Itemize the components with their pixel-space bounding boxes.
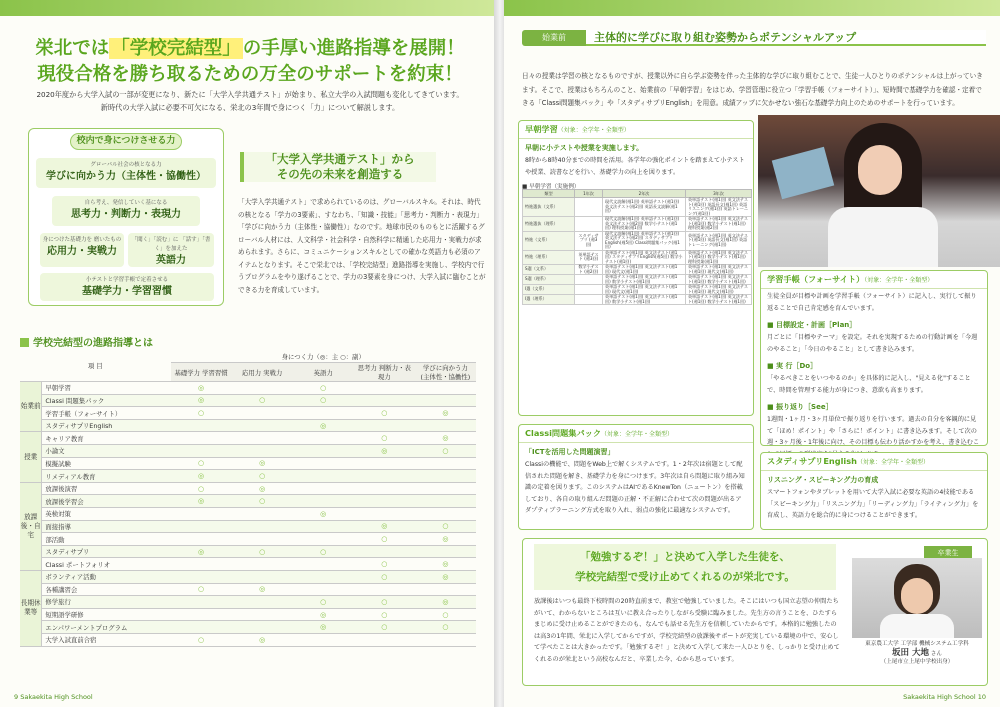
- row-item-label: 大学入試直前合宿: [42, 633, 171, 646]
- row-item-label: 部活動: [42, 533, 171, 546]
- table-row: [523, 231, 752, 250]
- row-item-label: スタディサプリEnglish: [42, 419, 171, 432]
- mark-cell: [354, 482, 415, 495]
- mark-cell: ◎: [293, 608, 354, 621]
- supuri-box: [760, 452, 988, 530]
- ability-item: 身につけた基礎力を 磨いたもの 応用力・実戦力: [40, 233, 124, 267]
- supuri-text: スマートフォンやタブレットを用いて大学入試に必要な英語の4技能である「スピーキング力」「リスニング力」「リーディング力」「ライティング力」を育成し、英語力を総合的に身につけることができます。: [767, 489, 979, 519]
- mark-cell: ◎: [293, 419, 354, 432]
- table-row: [20, 596, 476, 609]
- mark-cell: [232, 621, 293, 634]
- table-row: [20, 470, 476, 483]
- mark-cell: [232, 596, 293, 609]
- diary-text: 生徒全員が目標や計画を学習手帳（フォーサイト）に記入し、実行して振り返ることで自己肯定感を育んでいます。: [767, 293, 977, 312]
- table-cell: 英単語テスト(週1回) 英文法テスト(週1回) 現代文(週1回): [685, 285, 751, 295]
- table-row: [20, 457, 476, 470]
- mark-cell: [232, 520, 293, 533]
- headline-highlight: 「学校完結型」: [111, 38, 241, 59]
- mark-cell: ◎: [354, 445, 415, 458]
- mark-cell: [354, 583, 415, 596]
- student-face: [858, 145, 902, 195]
- early-study-text: 8時から8時40分までの時間を活用。各学年の強化ポイントを踏まえて小テストや授業、読書などを行い、基礎学力の向上を図ります。: [525, 157, 745, 176]
- mark-cell: [415, 482, 476, 495]
- mark-cell: [171, 419, 232, 432]
- row-item-label: スタディサプリ: [42, 545, 171, 558]
- diary-step-text: 月ごとに「目標やテーマ」を設定。それを実現するための行動計画を「今週のやること」「今日のやること」として書き込みます。: [767, 334, 978, 353]
- mark-cell: [354, 545, 415, 558]
- mark-cell: ◎: [232, 482, 293, 495]
- mark-cell: [354, 419, 415, 432]
- mark-cell: [354, 633, 415, 646]
- right-intro-text: 日々の授業は学習の核となるものですが、授業以外に自ら学ぶ姿勢を伴った主体的な学びに取り組むことで、生徒一人ひとりのポテンシャルは上がっていきます。そこで、授業はもちろんのこと、始業前の「早朝学習」をはじめ、学習管理に役立つ「学習手帳（フォーサイト）」、短時間で基礎学力を確認・定着できる「Classi問題集パック」や「スタディサプリEnglish」を用意。成績アップに欠かせない強石な基礎学力向上のためのサポートを行っています。: [522, 72, 983, 107]
- col-header: 基礎学力 学習習慣: [171, 363, 232, 382]
- early-study-title: 早朝学習（対象：全学年・全類型）: [519, 121, 753, 139]
- table-cell: S選（文系）: [523, 265, 575, 275]
- table-cell: 英単語テスト(週1回) 英文法テスト(週1回) 現代文(週1回): [603, 285, 686, 295]
- graduate-text: 放課後はいつも最終下校時間の20時直前まで、教室で勉強していました。そこにはいつも国立志望の仲間たちがいて、わからないところは互いに教え合ったりしながら受験に臨みました。先生方の言うことを、ひたすらまじめに受け止めることができたのも、なんでも話せる先生方を信頼していたからです。本格的に勉強したのは高3の1年間、栄北に入学してからですが、学校完結型の放課後サポートが充実している環境の中で、安心して学べたことは大きかったです。「勉強するぞ！」と決めて入学して来た一人ひとりを、しっかりと受け止めてくれるのが栄北という高校なんだと、卒業した今、心から思っています。: [534, 598, 840, 663]
- row-item-label: 英検対策: [42, 508, 171, 521]
- mark-cell: ◎: [415, 558, 476, 571]
- mark-cell: ◎: [232, 583, 293, 596]
- classi-sub: 「ICTを活用した問題演習」: [525, 448, 615, 456]
- table-cell: 英単語テスト(週1回) 英文法テスト(週1回) 英語長文(週1回) 英語リスニング(週1回) 英語トレーニング(週1回): [685, 198, 751, 217]
- mark-cell: ◎: [354, 520, 415, 533]
- table-cell: 特進（文系）: [523, 231, 575, 250]
- table-row: [523, 275, 752, 285]
- mark-cell: ○: [293, 382, 354, 395]
- mark-cell: ○: [354, 571, 415, 584]
- mark-cell: ◎: [415, 407, 476, 420]
- table-row: [523, 295, 752, 305]
- mark-cell: ○: [171, 407, 232, 420]
- table-row: [20, 432, 476, 445]
- mark-cell: [415, 419, 476, 432]
- table-cell: 英単語テスト(週1回) 英文法テスト(週1回) 現代文(週1回): [603, 265, 686, 275]
- table-row: [523, 250, 752, 265]
- table-row: [523, 198, 752, 217]
- ability-item: 「聞く」「読む」に 「話す」「書く」を加えた 英語力: [128, 233, 214, 267]
- col-header: 2年次: [603, 190, 686, 198]
- table-row: [523, 285, 752, 295]
- col-header-group: 身につく力（◎：主 ○：副）: [171, 350, 476, 363]
- diary-step-heading: ■ 目標設定・計画［Plan］: [767, 321, 857, 329]
- row-item-label: 放課後学習会: [42, 495, 171, 508]
- mark-cell: [415, 495, 476, 508]
- table-row: [20, 520, 476, 533]
- mark-cell: [293, 495, 354, 508]
- table-cell: 特進選抜（文系）: [523, 198, 575, 217]
- table-cell: 英単語テスト (週3回): [575, 250, 603, 265]
- mark-cell: ◎: [232, 457, 293, 470]
- mark-cell: ◎: [171, 394, 232, 407]
- table-cell: 英単語テスト(週1回) 英文法テスト(週1回) 数学小テスト(週1回): [685, 275, 751, 285]
- mark-cell: ○: [232, 545, 293, 558]
- mark-cell: ◎: [293, 508, 354, 521]
- mark-cell: ○: [415, 445, 476, 458]
- mark-cell: ○: [232, 495, 293, 508]
- mark-cell: [171, 558, 232, 571]
- diary-step-heading: ■ 実 行［Do］: [767, 362, 818, 370]
- graduate-shirt: [880, 614, 954, 638]
- row-group-label: 放課後・自宅: [20, 482, 42, 570]
- diary-step-heading: ■ 振り返り［See］: [767, 403, 833, 411]
- mark-cell: ○: [293, 394, 354, 407]
- table-row: [20, 571, 476, 584]
- intro-text: 2020年度から大学入試の一部が変更になり、新たに「大学入学共通テスト」が始まり、私立大学の入試問題も変化してきています。 新時代の大学入試に必要不可欠になる、栄北の3年間で身につく「力」について解説します。: [36, 90, 464, 112]
- table-row: [523, 265, 752, 275]
- table-row: [20, 545, 476, 558]
- table-cell: [575, 217, 603, 232]
- table-header-row: [20, 350, 476, 363]
- ability-item: 自ら考え、発信していく基になる 思考力・判断力・表現力: [52, 196, 200, 226]
- mark-cell: ○: [354, 533, 415, 546]
- guidance-table: [20, 350, 476, 647]
- mark-cell: [293, 432, 354, 445]
- supuri-title: スタディサプリEnglish（対象：全学年・全類型）: [761, 453, 987, 471]
- table-cell: [575, 295, 603, 305]
- table-row: [20, 621, 476, 634]
- table-row: [20, 407, 476, 420]
- right-page: [504, 0, 1000, 707]
- mark-cell: [171, 520, 232, 533]
- mark-cell: ◎: [171, 545, 232, 558]
- mark-cell: [415, 633, 476, 646]
- mark-cell: [293, 520, 354, 533]
- row-group-label: 授業: [20, 432, 42, 482]
- table-cell: S選（理系）: [523, 275, 575, 285]
- table-row: [20, 445, 476, 458]
- mark-cell: ◎: [171, 495, 232, 508]
- table-cell: 英単語テスト(週1回) 英文法テスト(週1回) スタディサプリEnglish(週5回) 数学小テスト(週1回): [603, 250, 686, 265]
- mark-cell: ○: [354, 432, 415, 445]
- table-cell: 英単語テスト(週1回) 英文法テスト(週1回) 数学小テスト(週1回) 理科授業(週1回): [685, 250, 751, 265]
- mark-cell: [232, 432, 293, 445]
- row-item-label: 短期語学研修: [42, 608, 171, 621]
- col-header-item: 項 目: [20, 350, 171, 382]
- student-uniform: [828, 207, 938, 267]
- col-header: 1年次: [575, 190, 603, 198]
- col-header: 応用力 実戦力: [232, 363, 293, 382]
- mark-cell: [171, 608, 232, 621]
- graduate-tag: 卒業生: [924, 546, 972, 560]
- mark-cell: [232, 558, 293, 571]
- mark-cell: [232, 445, 293, 458]
- mark-cell: ○: [232, 470, 293, 483]
- top-bar: [0, 0, 496, 16]
- mark-cell: [293, 407, 354, 420]
- mark-cell: [415, 457, 476, 470]
- classi-box: [518, 424, 754, 530]
- table-cell: スタディサプリ (週3回): [575, 231, 603, 250]
- section-title-exam: 「大学入学共通テスト」から その先の未来を創造する: [240, 152, 436, 182]
- mark-cell: [232, 571, 293, 584]
- mark-cell: [293, 571, 354, 584]
- table-cell: 特進選抜（理系）: [523, 217, 575, 232]
- table-row: [20, 394, 476, 407]
- mark-cell: [171, 445, 232, 458]
- early-table-title: ■ 早朝学習（実施例）: [522, 184, 580, 190]
- mark-cell: [354, 470, 415, 483]
- diary-title: 学習手帳（フォーサイト）（対象：全学年・全類型）: [761, 271, 987, 289]
- mark-cell: [232, 407, 293, 420]
- row-item-label: 各種講習会: [42, 583, 171, 596]
- mark-cell: ○: [171, 457, 232, 470]
- table-row: [523, 217, 752, 232]
- row-item-label: 面接指導: [42, 520, 171, 533]
- table-cell: 数学小テスト (週2回): [575, 265, 603, 275]
- table-cell: 特進（理系）: [523, 250, 575, 265]
- table-row: [20, 508, 476, 521]
- table-cell: I選（理系）: [523, 295, 575, 305]
- mark-cell: ○: [415, 621, 476, 634]
- table-cell: 現代文読解(週1回) 英単語テスト(週1回) 英文法テスト(週2回) 英語長文読解(週1回): [603, 198, 686, 217]
- mark-cell: [171, 432, 232, 445]
- row-group-label: 始業前: [20, 382, 42, 432]
- mark-cell: [415, 382, 476, 395]
- mark-cell: ◎: [171, 470, 232, 483]
- table-row: [20, 583, 476, 596]
- diary-step-text: 1週間・1ヶ月・3ヶ月単位で振り返りを行います。過去の自分を客観的に見て「ほめ！ポイント」や「さらに！ポイント」に書き込みます。そして次の週・3ヶ月後・1年後に向け、その目標も伝わり活かすかを考え、書き込むこ: [767, 416, 980, 446]
- mark-cell: ○: [171, 633, 232, 646]
- table-row: [20, 482, 476, 495]
- table-cell: [575, 275, 603, 285]
- mark-cell: [293, 470, 354, 483]
- mark-cell: ○: [171, 482, 232, 495]
- mark-cell: [293, 457, 354, 470]
- col-header: 学びに向かう力 (主体性・協働性): [415, 363, 476, 382]
- graduate-caption: 東京農工大学 工学部 機械システム工学科 坂田 大地 さん （上尾市立上尾中学校出身）: [865, 641, 969, 665]
- row-item-label: 学習手帳（フォーサイト）: [42, 407, 171, 420]
- mark-cell: ○: [232, 394, 293, 407]
- mark-cell: ○: [293, 545, 354, 558]
- table-cell: 英単語テスト(週1回) 英文法テスト(週1回) 数学小テスト(週1回) 理科授業(週2回): [685, 217, 751, 232]
- mark-cell: [232, 533, 293, 546]
- early-study-sub: 早朝に小テストや授業を実施します。: [525, 144, 644, 152]
- book-shape: [772, 147, 835, 200]
- mark-cell: ○: [293, 596, 354, 609]
- row-item-label: エンパワーメントプログラム: [42, 621, 171, 634]
- mark-cell: ○: [171, 583, 232, 596]
- section-tag: 始業前: [522, 30, 586, 46]
- mark-cell: ○: [354, 596, 415, 609]
- diary-box: [760, 270, 988, 446]
- mark-cell: [293, 583, 354, 596]
- mark-cell: [171, 596, 232, 609]
- mark-cell: [171, 533, 232, 546]
- mark-cell: ◎: [171, 382, 232, 395]
- mark-cell: ○: [354, 558, 415, 571]
- table-cell: 英単語テスト(週1回) 英文法テスト(週1回) 現代文(週1回): [685, 265, 751, 275]
- col-header: 思考力 判断力・表現力: [354, 363, 415, 382]
- student-reading-photo: [758, 115, 1000, 267]
- col-header: 類型: [523, 190, 575, 198]
- mark-cell: [293, 482, 354, 495]
- top-bar: [504, 0, 1000, 16]
- table-cell: 英単語テスト(週1回) 英文法テスト(週1回) 数学小テスト(週1回): [603, 275, 686, 285]
- page-headline: 栄北では 「学校完結型」 の手厚い進路指導を展開！ 現役合格を勝ち取るための万全のサポートを約束！: [35, 38, 465, 85]
- ability-item: グローバル社会の核となる力 学びに向かう力（主体性・協働性）: [36, 158, 216, 188]
- row-item-label: 小論文: [42, 445, 171, 458]
- mark-cell: [354, 382, 415, 395]
- table-row: [20, 558, 476, 571]
- table-cell: 英単語テスト(週1回) 英文法テスト(週1回) 数学小テスト(週1回): [685, 295, 751, 305]
- ability-item: 小テストと学習手帳で定着させる 基礎学力・学習習慣: [40, 273, 214, 301]
- classi-title: Classi問題集パック（対象：全学年・全類型）: [519, 425, 753, 443]
- page-number: 9 Sakaekita High School: [14, 693, 93, 701]
- mark-cell: [171, 508, 232, 521]
- table-row: [20, 533, 476, 546]
- table-row: [20, 419, 476, 432]
- mark-cell: [354, 508, 415, 521]
- mark-cell: [354, 394, 415, 407]
- mark-cell: ○: [415, 608, 476, 621]
- graduate-headline: 「勉強するぞ！」と決めて入学した生徒を、 学校完結型で受け止めてくれるのが栄北です。: [534, 544, 836, 590]
- mark-cell: [415, 545, 476, 558]
- row-item-label: 模擬試験: [42, 457, 171, 470]
- left-page: [0, 0, 496, 707]
- col-header: 3年次: [685, 190, 751, 198]
- mark-cell: ◎: [415, 533, 476, 546]
- diary-step-text: 「やるべきことをいつやるのか」を具体的に記入し、"見える化"することで、時間を管理する能力が身につき、意欲も高まります。: [767, 375, 971, 394]
- table-cell: 英単語テスト(週1回) 英文法テスト(週1回) 英語長文(週1回) 英語トレーニング(週1回): [685, 231, 751, 250]
- mark-cell: ○: [354, 407, 415, 420]
- mark-cell: [415, 394, 476, 407]
- guidance-section-title: 学校完結型の進路指導とは: [20, 334, 153, 349]
- mark-cell: [171, 571, 232, 584]
- row-item-label: リメディアル教育: [42, 470, 171, 483]
- row-item-label: キャリア教育: [42, 432, 171, 445]
- mark-cell: ◎: [415, 596, 476, 609]
- col-header: 英語力: [293, 363, 354, 382]
- table-cell: I選（文系）: [523, 285, 575, 295]
- page-number: Sakaekita High School 10: [903, 693, 986, 701]
- right-page-title: 主体的に学びに取り組む姿勢からポテンシャルアップ: [586, 30, 986, 46]
- row-item-label: 修学旅行: [42, 596, 171, 609]
- row-item-label: Classi 問題集パック: [42, 394, 171, 407]
- mark-cell: [293, 445, 354, 458]
- mark-cell: [415, 508, 476, 521]
- mark-cell: [415, 583, 476, 596]
- early-study-table: [522, 189, 752, 305]
- mark-cell: ◎: [415, 571, 476, 584]
- mark-cell: ○: [354, 621, 415, 634]
- table-cell: 現代文読解(週1回) 英単語テスト(週1回) 英文法テスト(週2回) 数学小テスト(週1回) 理科授業(週1回): [603, 217, 686, 232]
- mark-cell: [232, 508, 293, 521]
- graduate-photo: [852, 558, 982, 638]
- classi-text: Classiの機能で、問題をWeb上で解くシステムです。1・2年次は宿題として配信された問題を解き、基礎学力を身につけます。3年次は自ら問題に取り組み知識の定着を図ります。このシステムはAIであるKnewTon（ニュートン）を搭載しており、各自の取り組んだ問題の正解・不正解に合わせて次の問題が出るアダプティブラーニング方式を取り入れ、弱点の強化に最適なシステムです。: [525, 461, 745, 514]
- table-row: [20, 633, 476, 646]
- row-group-label: 長期休業等: [20, 571, 42, 647]
- supuri-sub: リスニング・スピーキング力の育成: [767, 476, 879, 484]
- row-item-label: 早朝学習: [42, 382, 171, 395]
- row-item-label: Classi ポートフォリオ: [42, 558, 171, 571]
- row-item-label: 放課後演習: [42, 482, 171, 495]
- table-cell: 英単語テスト(週1回) 英文法テスト(週1回) 数学小テスト(週1回): [603, 295, 686, 305]
- mark-cell: [232, 419, 293, 432]
- row-item-label: ボランティア活動: [42, 571, 171, 584]
- mark-cell: [232, 608, 293, 621]
- mark-cell: [232, 382, 293, 395]
- mark-cell: [415, 470, 476, 483]
- abilities-title: 校内で身につけさせる力: [70, 133, 182, 150]
- mark-cell: [293, 633, 354, 646]
- table-cell: [575, 285, 603, 295]
- table-cell: 現代文読解(週1回) 英単語テスト(週1回) 英文法テスト(週2回) スタディサプリEnglish(週5回) Classi問題集パック(週1回): [603, 231, 686, 250]
- graduate-face: [901, 578, 933, 614]
- table-row: [20, 608, 476, 621]
- mark-cell: [354, 457, 415, 470]
- mark-cell: [293, 558, 354, 571]
- mark-cell: [171, 621, 232, 634]
- table-row: [20, 495, 476, 508]
- mark-cell: ◎: [293, 621, 354, 634]
- mark-cell: ◎: [415, 432, 476, 445]
- table-cell: [575, 198, 603, 217]
- table-row: [20, 382, 476, 395]
- mark-cell: [293, 533, 354, 546]
- mark-cell: [354, 495, 415, 508]
- exam-body-text: 「大学入学共通テスト」で求められているのは、グローバルスキル。それは、時代の核となる「学力の3要素」、すなわち、「知識・技能」「思考力・判断力・表現力」「学びに向かう力（主体性・協働性）」なのです。地球市民のものもとに活躍するグローバル人材には、人文科学・社会科学・自然科学に精通した応用力・実戦力が求められます。さらに、コミュニケーションスキルとしての確かな英語力も必須のアイテムとなります。そこで栄北では、「学校完結型」進路指導を実施し、学校内で行うプログラムをやり遂げることで、学力の3要素を身につけ、大学入試に臨むことができる力を育成しています。: [238, 198, 486, 294]
- mark-cell: ○: [354, 608, 415, 621]
- mark-cell: ○: [415, 520, 476, 533]
- mark-cell: ◎: [232, 633, 293, 646]
